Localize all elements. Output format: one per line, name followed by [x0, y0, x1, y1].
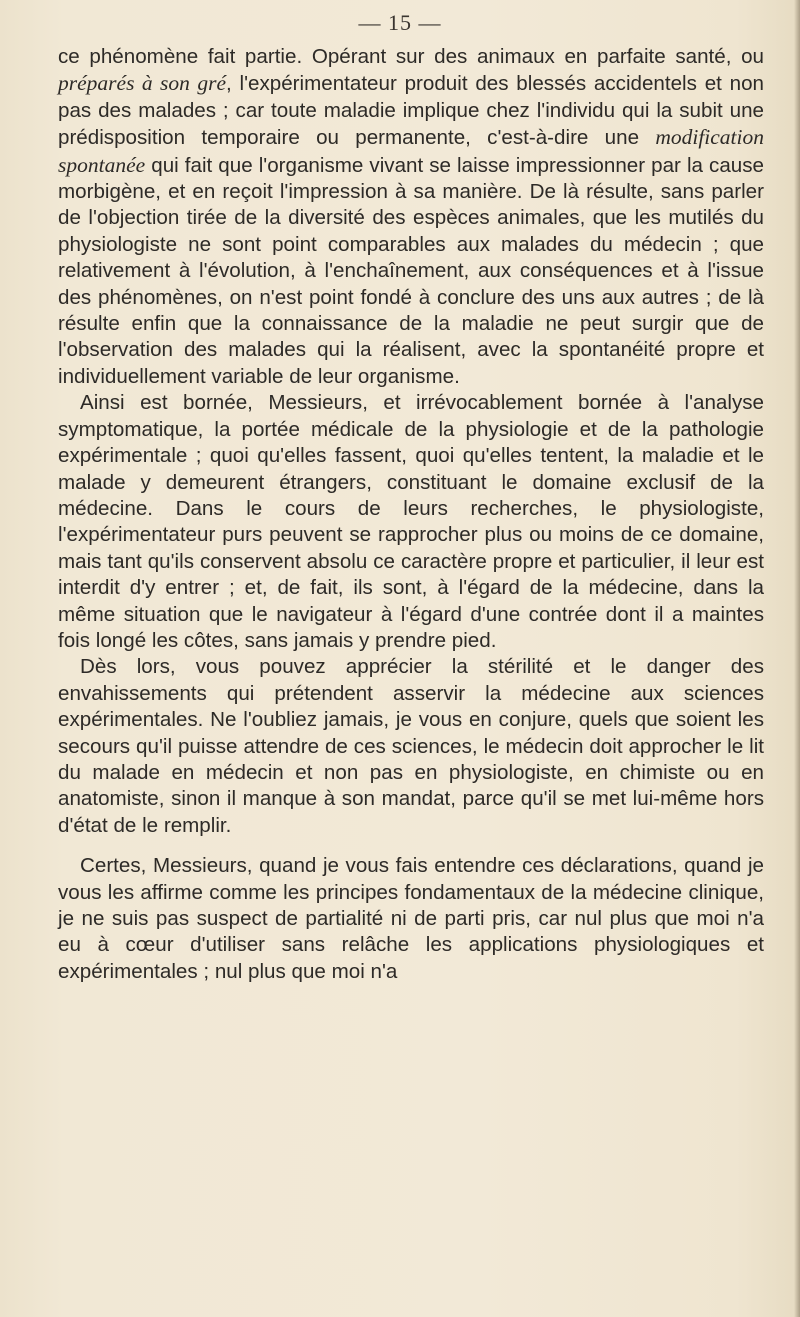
paragraph-2 — [58, 390, 764, 654]
text-segment: ce phénomène fait partie. Opérant sur des animaux en parfaite santé, ou — [58, 45, 764, 68]
paragraph-1 — [58, 44, 764, 390]
body-text — [58, 44, 764, 985]
page-edge-shadow — [794, 0, 800, 1317]
paragraph-4 — [58, 853, 764, 985]
paragraph-3 — [58, 654, 764, 839]
text-segment: Ainsi est bornée, Messieurs, et irrévocablement bornée à l'analyse symptomatique, la portée médicale de la physiologie et de la pathologie expérimentale ; quoi qu'elles fassent, quoi qu'elles tentent, la maladie et le malade y demeurent étrangers, constituant le domaine exclusif de la médecine. Dans le cours de leurs recherches, le physiologiste, l'expérimentateur purs peuvent se rapprocher plus ou moins de ce domaine, mais tant qu'ils conservent absolu ce caractère propre et particulier, il leur est interdit d'y entrer ; et, de fait, ils sont, à l'égard de la médecine, dans la même situation que le navigateur à l'égard d'une contrée dont il a maintes fois longé les côtes, sans jamais y prendre pied. — [58, 391, 764, 652]
italic-phrase: modification spontanée — [58, 125, 764, 177]
text-segment: Certes, Messieurs, quand je vous fais entendre ces déclarations, quand je vous les affirme comme les principes fondamentaux de la médecine clinique, je ne suis pas suspect de partialité ni de parti pris, car nul plus que moi n'a eu à cœur d'utiliser sans relâche les applications physiologiques et expérimentales ; nul plus que moi n'a — [58, 854, 764, 983]
italic-phrase: préparés à son gré — [58, 71, 226, 96]
page-number: — 15 — — [358, 10, 442, 35]
text-segment: Dès lors, vous pouvez apprécier la stérilité et le danger des envahissements qui prétendent asservir la médecine aux sciences expérimentales. Ne l'oubliez jamais, je vous en conjure, quels que soient les secours qu'il puisse attendre de ces sciences, le médecin doit approcher le lit du malade en médecin et non pas en physiologiste, en chimiste ou en anatomiste, sinon il manque à son mandat, parce qu'il se met lui-même hors d'état de le remplir. — [58, 655, 764, 837]
text-segment: qui fait que l'organisme vivant se laisse impressionner par la cause morbigène, et en reçoit l'impression à sa manière. De là résulte, sans parler de l'objection tirée de la diversité des espèces animales, que les mutilés du physiologiste ne sont point comparables aux malades du médecin ; que relativement à l'évolution, à l'enchaînement, aux conséquences et à l'issue des phénomènes, on n'est point fondé à conclure des uns aux autres ; de là résulte enfin que la connaissance de la maladie ne peut surgir que de l'observation des malades qui la réalisent, avec la spontanéité propre et individuellement variable de leur organisme. — [58, 153, 764, 388]
text-segment: , l'expérimentateur produit des blessés accidentels et non pas des malades ; car toute maladie implique chez l'individu qui la subit une prédisposition temporaire ou permanente, c'est-à-dire une — [58, 72, 765, 150]
